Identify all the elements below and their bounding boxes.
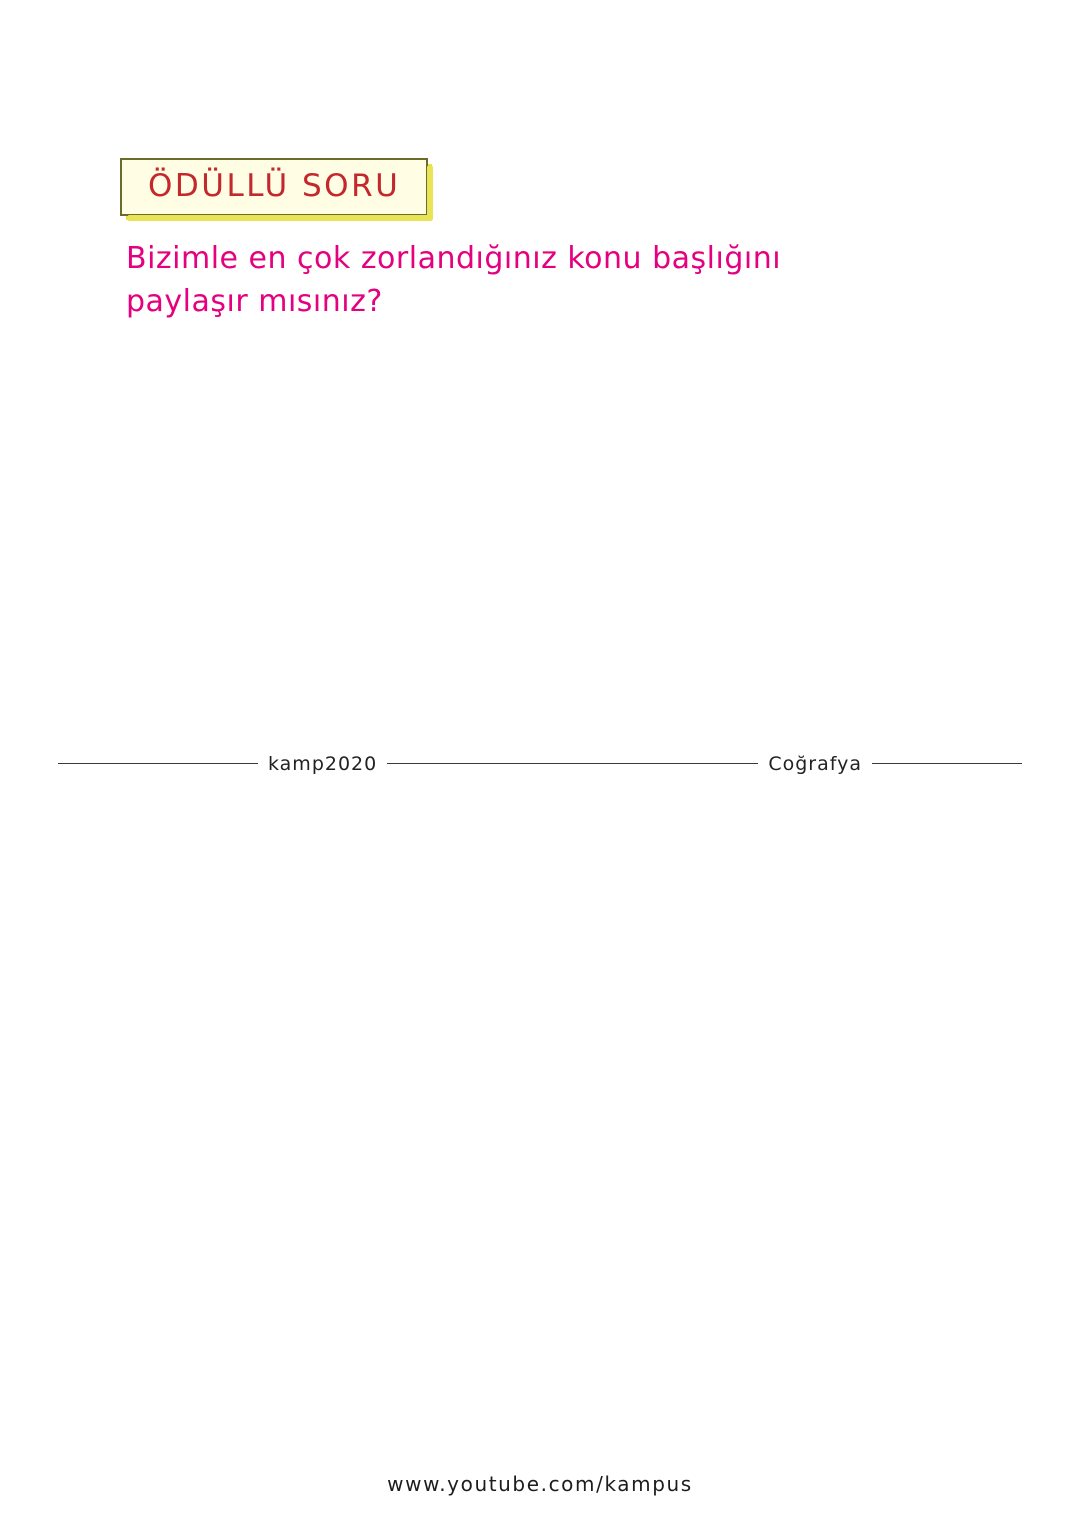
badge-shadow-bottom bbox=[128, 215, 432, 221]
award-question-badge bbox=[120, 158, 428, 216]
badge-box bbox=[120, 158, 428, 216]
divider-segment-middle bbox=[387, 763, 758, 764]
divider-segment-right bbox=[872, 763, 1022, 764]
question-line-2: paylaşır mısınız? bbox=[126, 283, 383, 319]
question-text bbox=[126, 238, 966, 323]
footer-url: www.youtube.com/kampus bbox=[387, 1472, 693, 1496]
footer-left-label: kamp2020 bbox=[268, 753, 378, 775]
footer-right-label: Coğrafya bbox=[768, 753, 862, 775]
divider-segment-left bbox=[58, 763, 258, 764]
badge-label: ÖDÜLLÜ SORU bbox=[148, 168, 401, 204]
question-line-1: Bizimle en çok zorlandığınız konu başlığını bbox=[126, 241, 782, 276]
footer-divider bbox=[58, 752, 1022, 774]
badge-shadow-right bbox=[427, 166, 433, 220]
